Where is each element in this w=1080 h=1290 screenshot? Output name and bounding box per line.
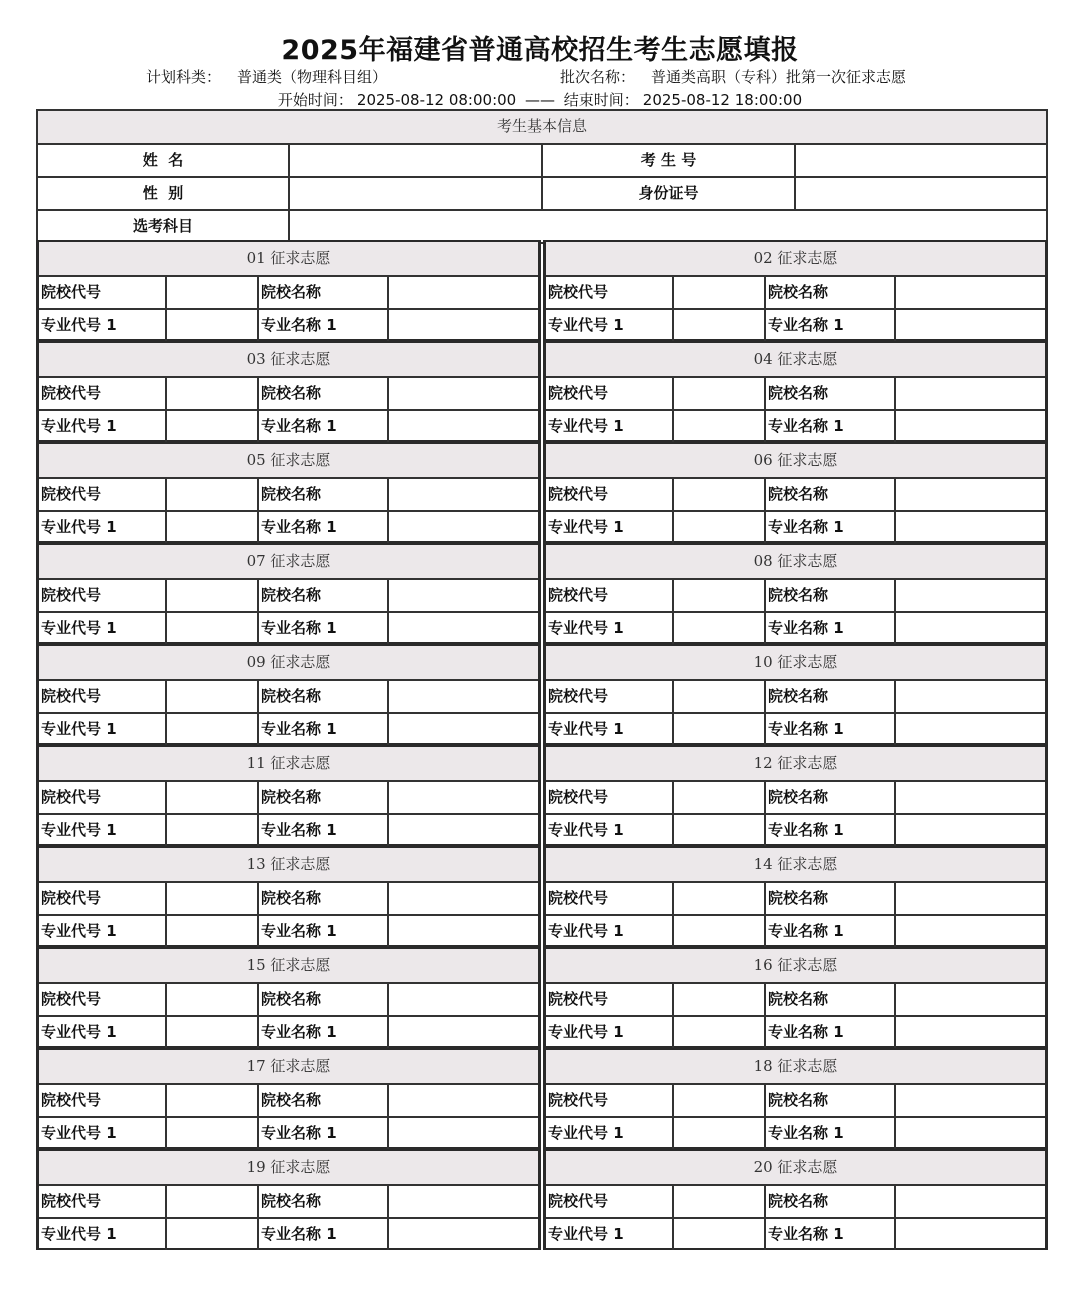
- major-code-field[interactable]: [674, 1118, 766, 1149]
- school-name-label: 院校名称: [766, 479, 896, 510]
- major-code-label: 专业代号 1: [39, 512, 167, 543]
- time-separator: ——: [525, 91, 555, 109]
- wish-title: 04 征求志愿: [546, 343, 1045, 378]
- school-code-label: 院校代号: [39, 984, 167, 1015]
- school-name-field[interactable]: [389, 1085, 538, 1116]
- school-code-field[interactable]: [167, 479, 259, 510]
- school-code-label: 院校代号: [39, 1186, 167, 1217]
- batch-name: [560, 66, 906, 87]
- major-code-field[interactable]: [674, 310, 766, 341]
- school-name-field[interactable]: [896, 883, 1045, 914]
- major-name-label: 专业名称 1: [766, 916, 896, 947]
- wish-title: 12 征求志愿: [546, 747, 1045, 782]
- school-code-field[interactable]: [167, 681, 259, 712]
- major-name-label: 专业名称 1: [766, 310, 896, 341]
- wish-title: 05 征求志愿: [39, 444, 538, 479]
- major-name-label: 专业名称 1: [259, 1219, 389, 1250]
- school-name-label: 院校名称: [259, 782, 389, 813]
- major-code-label: 专业代号 1: [546, 1219, 674, 1250]
- wish-row: [546, 310, 1045, 341]
- wish-block: [543, 1149, 1048, 1250]
- major-code-field[interactable]: [674, 512, 766, 543]
- plan-category-label: 计划科类：: [146, 68, 222, 86]
- school-code-field[interactable]: [674, 883, 766, 914]
- batch-name-label: 批次名称：: [560, 68, 636, 86]
- end-time-label: 结束时间：: [563, 91, 639, 109]
- major-name-label: 专业名称 1: [259, 1118, 389, 1149]
- major-name-label: 专业名称 1: [259, 411, 389, 442]
- wish-title: 06 征求志愿: [546, 444, 1045, 479]
- major-name-field[interactable]: [896, 1017, 1045, 1048]
- school-name-label: 院校名称: [259, 277, 389, 308]
- school-code-label: 院校代号: [546, 277, 674, 308]
- major-name-field[interactable]: [389, 815, 538, 846]
- wish-row: [39, 479, 538, 512]
- major-name-label: 专业名称 1: [766, 1118, 896, 1149]
- gender-field[interactable]: [290, 178, 543, 209]
- wish-block: [543, 240, 1048, 341]
- school-name-label: 院校名称: [259, 580, 389, 611]
- wish-row: [39, 984, 538, 1017]
- exam-number-label: 考 生 号: [543, 145, 796, 176]
- wish-row: [546, 1085, 1045, 1118]
- major-name-field[interactable]: [389, 512, 538, 543]
- major-code-field[interactable]: [167, 1219, 259, 1250]
- school-code-label: 院校代号: [39, 479, 167, 510]
- wish-block: [36, 947, 541, 1048]
- school-code-field[interactable]: [674, 580, 766, 611]
- wish-title: 11 征求志愿: [39, 747, 538, 782]
- start-time-label: 开始时间：: [277, 91, 353, 109]
- wish-title: 15 征求志愿: [39, 949, 538, 984]
- school-name-label: 院校名称: [259, 1186, 389, 1217]
- school-name-label: 院校名称: [259, 681, 389, 712]
- basic-info-row: [38, 178, 1046, 211]
- major-name-field[interactable]: [896, 714, 1045, 745]
- school-name-field[interactable]: [896, 580, 1045, 611]
- school-name-label: 院校名称: [766, 580, 896, 611]
- plan-category-value: 普通类（物理科目组）: [237, 68, 388, 86]
- school-name-field[interactable]: [896, 984, 1045, 1015]
- major-name-label: 专业名称 1: [766, 411, 896, 442]
- wish-row: [39, 883, 538, 916]
- major-name-label: 专业名称 1: [766, 512, 896, 543]
- school-name-label: 院校名称: [766, 782, 896, 813]
- major-name-field[interactable]: [389, 1118, 538, 1149]
- major-code-field[interactable]: [167, 512, 259, 543]
- major-name-label: 专业名称 1: [259, 512, 389, 543]
- major-code-field[interactable]: [167, 916, 259, 947]
- subjects-label: 选考科目: [38, 211, 290, 242]
- wish-title: 09 征求志愿: [39, 646, 538, 681]
- wish-row: [546, 1118, 1045, 1149]
- major-code-field[interactable]: [167, 1118, 259, 1149]
- major-name-field[interactable]: [389, 310, 538, 341]
- major-code-label: 专业代号 1: [39, 815, 167, 846]
- major-name-field[interactable]: [389, 613, 538, 644]
- school-name-field[interactable]: [896, 1186, 1045, 1217]
- wish-title: 13 征求志愿: [39, 848, 538, 883]
- major-name-field[interactable]: [389, 916, 538, 947]
- major-name-label: 专业名称 1: [766, 714, 896, 745]
- gender-label: 性 别: [38, 178, 290, 209]
- major-name-field[interactable]: [896, 815, 1045, 846]
- school-code-label: 院校代号: [39, 1085, 167, 1116]
- major-name-field[interactable]: [389, 1017, 538, 1048]
- major-name-label: 专业名称 1: [766, 815, 896, 846]
- wish-row: [546, 479, 1045, 512]
- school-code-field[interactable]: [167, 1186, 259, 1217]
- wish-row: [546, 883, 1045, 916]
- wish-block: [36, 846, 541, 947]
- major-code-label: 专业代号 1: [39, 916, 167, 947]
- school-name-label: 院校名称: [259, 378, 389, 409]
- school-name-label: 院校名称: [766, 984, 896, 1015]
- wish-title: 08 征求志愿: [546, 545, 1045, 580]
- id-number-label: 身份证号: [543, 178, 796, 209]
- school-name-label: 院校名称: [766, 1186, 896, 1217]
- wish-row: [39, 681, 538, 714]
- major-code-label: 专业代号 1: [39, 310, 167, 341]
- school-name-field[interactable]: [896, 378, 1045, 409]
- wish-row: [546, 714, 1045, 745]
- school-code-field[interactable]: [167, 580, 259, 611]
- school-code-field[interactable]: [167, 782, 259, 813]
- wish-title: 14 征求志愿: [546, 848, 1045, 883]
- wish-row: [546, 411, 1045, 442]
- major-name-label: 专业名称 1: [766, 1219, 896, 1250]
- school-name-label: 院校名称: [766, 681, 896, 712]
- major-code-label: 专业代号 1: [546, 310, 674, 341]
- major-code-label: 专业代号 1: [546, 512, 674, 543]
- plan-category: [146, 66, 387, 87]
- school-name-field[interactable]: [896, 479, 1045, 510]
- major-code-field[interactable]: [167, 1017, 259, 1048]
- wish-row: [546, 1219, 1045, 1250]
- basic-info-row: [38, 211, 1046, 242]
- basic-info-row: [38, 145, 1046, 178]
- school-name-label: 院校名称: [259, 1085, 389, 1116]
- wish-row: [39, 378, 538, 411]
- school-code-label: 院校代号: [546, 1085, 674, 1116]
- school-code-field[interactable]: [674, 782, 766, 813]
- wish-row: [39, 1017, 538, 1048]
- school-name-label: 院校名称: [259, 479, 389, 510]
- wish-block: [543, 442, 1048, 543]
- wish-block: [543, 745, 1048, 846]
- school-code-field[interactable]: [674, 479, 766, 510]
- wish-block: [36, 442, 541, 543]
- wish-title: 16 征求志愿: [546, 949, 1045, 984]
- major-code-label: 专业代号 1: [546, 916, 674, 947]
- wish-title: 17 征求志愿: [39, 1050, 538, 1085]
- wish-title: 20 征求志愿: [546, 1151, 1045, 1186]
- major-code-label: 专业代号 1: [39, 1017, 167, 1048]
- major-name-field[interactable]: [389, 411, 538, 442]
- major-code-label: 专业代号 1: [546, 815, 674, 846]
- school-name-field[interactable]: [389, 580, 538, 611]
- major-name-label: 专业名称 1: [259, 916, 389, 947]
- wish-row: [546, 1186, 1045, 1219]
- major-name-field[interactable]: [896, 310, 1045, 341]
- major-code-field[interactable]: [167, 310, 259, 341]
- major-code-field[interactable]: [167, 411, 259, 442]
- id-number-field[interactable]: [796, 178, 1046, 209]
- school-name-label: 院校名称: [259, 883, 389, 914]
- major-name-label: 专业名称 1: [259, 613, 389, 644]
- school-name-label: 院校名称: [766, 1085, 896, 1116]
- school-code-field[interactable]: [167, 984, 259, 1015]
- wish-row: [39, 613, 538, 644]
- wish-title: 10 征求志愿: [546, 646, 1045, 681]
- wish-row: [39, 512, 538, 543]
- wish-block: [36, 543, 541, 644]
- major-name-field[interactable]: [896, 411, 1045, 442]
- school-code-field[interactable]: [674, 1085, 766, 1116]
- wish-block: [543, 644, 1048, 745]
- major-code-label: 专业代号 1: [39, 714, 167, 745]
- school-name-field[interactable]: [389, 378, 538, 409]
- wish-row: [39, 1219, 538, 1250]
- major-code-label: 专业代号 1: [39, 1118, 167, 1149]
- wish-row: [546, 1017, 1045, 1048]
- school-code-field[interactable]: [167, 1085, 259, 1116]
- subjects-field[interactable]: [290, 211, 1046, 242]
- major-code-label: 专业代号 1: [546, 1017, 674, 1048]
- school-name-label: 院校名称: [766, 277, 896, 308]
- wish-row: [39, 310, 538, 341]
- school-code-label: 院校代号: [39, 782, 167, 813]
- wish-block: [36, 1149, 541, 1250]
- wish-row: [546, 815, 1045, 846]
- major-name-field[interactable]: [389, 1219, 538, 1250]
- time-window: [0, 89, 1080, 110]
- major-name-label: 专业名称 1: [259, 1017, 389, 1048]
- major-code-field[interactable]: [167, 714, 259, 745]
- start-time-value: 2025-08-12 08:00:00: [356, 91, 517, 109]
- basic-info-header: 考生基本信息: [38, 111, 1046, 145]
- major-name-label: 专业名称 1: [766, 1017, 896, 1048]
- major-code-label: 专业代号 1: [546, 714, 674, 745]
- wish-title: 02 征求志愿: [546, 242, 1045, 277]
- school-code-label: 院校代号: [39, 277, 167, 308]
- school-code-field[interactable]: [674, 277, 766, 308]
- school-name-field[interactable]: [896, 782, 1045, 813]
- basic-info-table: [36, 109, 1048, 244]
- school-code-field[interactable]: [167, 883, 259, 914]
- school-name-field[interactable]: [389, 1186, 538, 1217]
- wish-row: [546, 984, 1045, 1017]
- end-time-value: 2025-08-12 18:00:00: [642, 91, 803, 109]
- school-code-label: 院校代号: [546, 681, 674, 712]
- wish-title: 01 征求志愿: [39, 242, 538, 277]
- wish-block: [36, 1048, 541, 1149]
- major-code-field[interactable]: [167, 613, 259, 644]
- major-code-field[interactable]: [167, 815, 259, 846]
- wish-title: 07 征求志愿: [39, 545, 538, 580]
- wish-block: [543, 341, 1048, 442]
- school-code-label: 院校代号: [546, 378, 674, 409]
- exam-number-field[interactable]: [796, 145, 1046, 176]
- major-name-field[interactable]: [389, 714, 538, 745]
- wish-row: [39, 815, 538, 846]
- major-code-field[interactable]: [674, 815, 766, 846]
- form-title: 2025年福建省普通高校招生考生志愿填报: [281, 35, 799, 66]
- school-code-label: 院校代号: [546, 479, 674, 510]
- major-code-field[interactable]: [674, 1017, 766, 1048]
- major-name-field[interactable]: [896, 1118, 1045, 1149]
- school-name-field[interactable]: [389, 277, 538, 308]
- major-code-label: 专业代号 1: [39, 1219, 167, 1250]
- major-code-label: 专业代号 1: [546, 1118, 674, 1149]
- wish-block: [543, 1048, 1048, 1149]
- school-name-label: 院校名称: [259, 984, 389, 1015]
- wish-row: [39, 277, 538, 310]
- wish-block: [36, 644, 541, 745]
- major-code-field[interactable]: [674, 613, 766, 644]
- school-code-field[interactable]: [674, 681, 766, 712]
- school-code-label: 院校代号: [39, 681, 167, 712]
- wish-row: [39, 916, 538, 947]
- major-name-label: 专业名称 1: [259, 310, 389, 341]
- wish-block: [36, 240, 541, 341]
- wish-block: [543, 846, 1048, 947]
- wish-block: [543, 543, 1048, 644]
- school-name-field[interactable]: [389, 883, 538, 914]
- major-code-field[interactable]: [674, 411, 766, 442]
- wish-block: [543, 947, 1048, 1048]
- wish-title: 19 征求志愿: [39, 1151, 538, 1186]
- wish-row: [39, 580, 538, 613]
- wish-row: [546, 580, 1045, 613]
- school-name-field[interactable]: [389, 479, 538, 510]
- school-name-label: 院校名称: [766, 883, 896, 914]
- wish-row: [546, 277, 1045, 310]
- school-name-field[interactable]: [896, 277, 1045, 308]
- school-code-label: 院校代号: [39, 580, 167, 611]
- major-name-label: 专业名称 1: [259, 714, 389, 745]
- school-code-field[interactable]: [674, 984, 766, 1015]
- batch-name-value: 普通类高职（专科）批第一次征求志愿: [651, 68, 907, 86]
- wish-title: 18 征求志愿: [546, 1050, 1045, 1085]
- wish-grid: [36, 240, 1048, 1250]
- wish-row: [546, 613, 1045, 644]
- school-code-label: 院校代号: [546, 580, 674, 611]
- school-code-label: 院校代号: [39, 883, 167, 914]
- wish-row: [39, 782, 538, 815]
- major-code-label: 专业代号 1: [546, 411, 674, 442]
- school-name-field[interactable]: [389, 782, 538, 813]
- school-code-field[interactable]: [167, 277, 259, 308]
- wish-row: [39, 1118, 538, 1149]
- major-code-field[interactable]: [674, 714, 766, 745]
- wish-row: [546, 916, 1045, 947]
- school-name-label: 院校名称: [766, 378, 896, 409]
- wish-title: 03 征求志愿: [39, 343, 538, 378]
- major-name-field[interactable]: [896, 1219, 1045, 1250]
- wish-row: [546, 782, 1045, 815]
- school-code-label: 院校代号: [546, 883, 674, 914]
- wish-row: [39, 1085, 538, 1118]
- wish-row: [546, 681, 1045, 714]
- school-code-field[interactable]: [674, 1186, 766, 1217]
- major-name-field[interactable]: [896, 916, 1045, 947]
- school-code-label: 院校代号: [546, 984, 674, 1015]
- major-name-field[interactable]: [896, 512, 1045, 543]
- school-code-label: 院校代号: [546, 782, 674, 813]
- major-code-field[interactable]: [674, 1219, 766, 1250]
- major-code-field[interactable]: [674, 916, 766, 947]
- wish-block: [36, 745, 541, 846]
- school-code-label: 院校代号: [546, 1186, 674, 1217]
- school-code-field[interactable]: [167, 378, 259, 409]
- major-name-field[interactable]: [896, 613, 1045, 644]
- school-name-field[interactable]: [896, 1085, 1045, 1116]
- name-label: 姓 名: [38, 145, 290, 176]
- wish-row: [546, 378, 1045, 411]
- major-name-label: 专业名称 1: [766, 613, 896, 644]
- major-code-label: 专业代号 1: [39, 613, 167, 644]
- wish-row: [39, 411, 538, 442]
- major-code-label: 专业代号 1: [546, 613, 674, 644]
- wish-row: [39, 714, 538, 745]
- wish-row: [546, 512, 1045, 543]
- major-code-label: 专业代号 1: [39, 411, 167, 442]
- major-name-label: 专业名称 1: [259, 815, 389, 846]
- wish-row: [39, 1186, 538, 1219]
- school-name-field[interactable]: [389, 984, 538, 1015]
- wish-block: [36, 341, 541, 442]
- school-name-field[interactable]: [389, 681, 538, 712]
- school-code-label: 院校代号: [39, 378, 167, 409]
- name-field[interactable]: [290, 145, 543, 176]
- school-name-field[interactable]: [896, 681, 1045, 712]
- school-code-field[interactable]: [674, 378, 766, 409]
